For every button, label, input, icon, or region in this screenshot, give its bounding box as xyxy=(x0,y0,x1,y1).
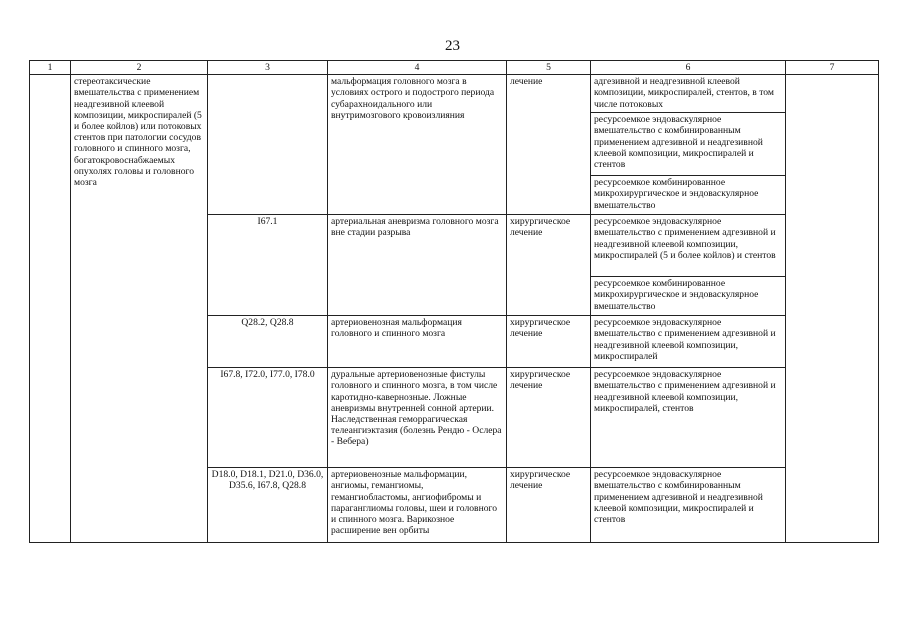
column-header-4: 4 xyxy=(328,61,507,75)
row-method: адгезивной и неадгезивной клеевой композиции, микроспиралей, стентов, в том числе потоковых xyxy=(591,75,786,113)
row-treatment-type: хирургическое лечение xyxy=(507,215,591,316)
row-treatment-type: хирургическое лечение xyxy=(507,316,591,368)
row-method: ресурсоемкое эндоваскулярное вмешательство с комбинированным применением адгезивной и неадгезивной клеевой композиции, микроспиралей и стентов xyxy=(591,113,786,176)
row-diagnosis: артериовенозная мальформация головного и спинного мозга xyxy=(328,316,507,368)
row-code: D18.0, D18.1, D21.0, D36.0, D35.6, I67.8, Q28.8 xyxy=(208,468,328,543)
row-diagnosis: дуральные артериовенозные фистулы головного и спинного мозга, в том числе каротидно-кавернозные. Ложные аневризмы внутренней сонной артерии. Наследственная геморрагическая телеангиэктазия (болезнь Рендю - Ослера - Вебера) xyxy=(328,368,507,468)
row-code xyxy=(208,75,328,215)
column-header-2: 2 xyxy=(71,61,208,75)
column-header-3: 3 xyxy=(208,61,328,75)
row-diagnosis: артериальная аневризма головного мозга вне стадии разрыва xyxy=(328,215,507,316)
column-header-1: 1 xyxy=(30,61,71,75)
page-number: 23 xyxy=(445,38,460,54)
group-description: стереотаксические вмешательства с применением неадгезивной клеевой композиции, микроспиралей (5 и более койлов) или потоковых стентов при патологии сосудов головного и спинного мозга, богатокровоснабжаемых опухолях головы и головного мозга xyxy=(71,75,208,543)
treatment-table xyxy=(29,60,879,543)
table-row xyxy=(30,75,879,113)
row-method: ресурсоемкое эндоваскулярное вмешательство с применением адгезивной и неадгезивной клеевой композиции, микроспиралей, стентов xyxy=(591,368,786,468)
row-treatment-type: хирургическое лечение xyxy=(507,368,591,468)
cell-col7 xyxy=(786,75,879,543)
row-method: ресурсоемкое эндоваскулярное вмешательство с применением адгезивной и неадгезивной клеевой композиции, микроспиралей (5 и более койлов) и стентов xyxy=(591,215,786,277)
row-code: I67.8, I72.0, I77.0, I78.0 xyxy=(208,368,328,468)
column-header-5: 5 xyxy=(507,61,591,75)
row-method: ресурсоемкое комбинированное микрохирургическое и эндоваскулярное вмешательство xyxy=(591,277,786,316)
column-header-7: 7 xyxy=(786,61,879,75)
column-header-row xyxy=(30,61,879,75)
cell-col1 xyxy=(30,75,71,543)
column-header-6: 6 xyxy=(591,61,786,75)
row-diagnosis: мальформация головного мозга в условиях острого и подострого периода субарахноидального или внутримозгового кровоизлияния xyxy=(328,75,507,215)
row-code: Q28.2, Q28.8 xyxy=(208,316,328,368)
row-method: ресурсоемкое эндоваскулярное вмешательство с применением адгезивной и неадгезивной клеевой композиции, микроспиралей xyxy=(591,316,786,368)
row-diagnosis: артериовенозные мальформации, ангиомы, гемангиомы, гемангиобластомы, ангиофибромы и параганглиомы головы, шеи и головного и спинного мозга. Варикозное расширение вен орбиты xyxy=(328,468,507,543)
row-code: I67.1 xyxy=(208,215,328,316)
row-method: ресурсоемкое эндоваскулярное вмешательство с комбинированным применением адгезивной и неадгезивной клеевой композиции, микроспиралей и стентов xyxy=(591,468,786,543)
row-treatment-type: хирургическое лечение xyxy=(507,468,591,543)
row-treatment-type: лечение xyxy=(507,75,591,215)
row-method: ресурсоемкое комбинированное микрохирургическое и эндоваскулярное вмешательство xyxy=(591,176,786,215)
